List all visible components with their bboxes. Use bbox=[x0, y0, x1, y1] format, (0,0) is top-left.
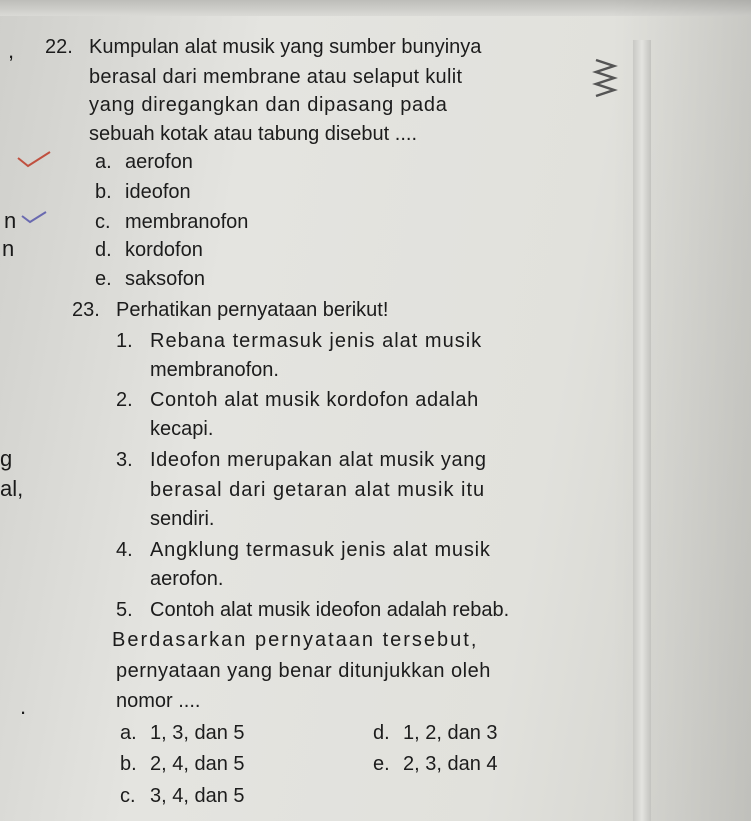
margin-mark-6: . bbox=[20, 694, 27, 719]
statement-number: 3. bbox=[116, 449, 133, 471]
option-text: membranofon bbox=[125, 211, 249, 233]
question-text-line: pernyataan yang benar ditunjukkan oleh bbox=[116, 660, 491, 682]
question-number: 22. bbox=[45, 36, 73, 58]
statement-number: 4. bbox=[116, 539, 133, 561]
question-text-line: yang diregangkan dan dipasang pada bbox=[89, 94, 448, 116]
book-binding bbox=[633, 40, 651, 821]
option-letter: e. bbox=[373, 753, 390, 775]
option-text: 1, 2, dan 3 bbox=[403, 722, 498, 744]
question-text-line: Kumpulan alat musik yang sumber bunyinya bbox=[89, 36, 482, 58]
statement-text: Ideofon merupakan alat musik yang bbox=[150, 449, 487, 471]
option-letter: b. bbox=[95, 181, 112, 203]
question-text-line: sebuah kotak atau tabung disebut .... bbox=[89, 123, 418, 145]
option-letter: c. bbox=[95, 211, 111, 233]
check-mark-icon bbox=[14, 150, 54, 172]
option-text: 1, 3, dan 5 bbox=[150, 722, 245, 744]
statement-text: kecapi. bbox=[150, 418, 214, 440]
option-text: saksofon bbox=[125, 268, 206, 290]
option-text: kordofon bbox=[125, 239, 203, 261]
margin-mark-1: , bbox=[8, 38, 15, 63]
option-letter: e. bbox=[95, 268, 112, 290]
statement-text: Angklung termasuk jenis alat musik bbox=[150, 539, 491, 561]
page-shadow bbox=[611, 0, 751, 821]
margin-mark-4: g bbox=[0, 446, 13, 471]
statement-text: Contoh alat musik kordofon adalah bbox=[150, 389, 479, 411]
option-letter: d. bbox=[95, 239, 112, 261]
statement-number: 5. bbox=[116, 599, 133, 621]
option-text: 2, 3, dan 4 bbox=[403, 753, 498, 775]
option-letter: b. bbox=[120, 753, 137, 775]
margin-mark-3: n bbox=[2, 236, 15, 261]
statement-number: 1. bbox=[116, 330, 133, 352]
statement-text: Rebana termasuk jenis alat musik bbox=[150, 330, 483, 352]
check-mark-icon bbox=[20, 208, 50, 228]
question-text-line: nomor .... bbox=[116, 690, 201, 712]
option-letter: a. bbox=[95, 151, 112, 173]
option-letter: c. bbox=[120, 785, 136, 807]
margin-mark-2: n bbox=[4, 208, 17, 233]
binding-spiral-icon bbox=[592, 56, 622, 116]
question-number: 23. bbox=[72, 299, 100, 321]
option-text: 2, 4, dan 5 bbox=[150, 753, 245, 775]
option-letter: a. bbox=[120, 722, 137, 744]
statement-text: Contoh alat musik ideofon adalah rebab. bbox=[150, 599, 510, 621]
option-text: 3, 4, dan 5 bbox=[150, 785, 245, 807]
question-intro: Perhatikan pernyataan berikut! bbox=[116, 299, 389, 321]
statement-number: 2. bbox=[116, 389, 133, 411]
statement-text: aerofon. bbox=[150, 568, 224, 590]
option-text: ideofon bbox=[125, 181, 191, 203]
margin-mark-5: al, bbox=[0, 476, 24, 501]
statement-text: berasal dari getaran alat musik itu bbox=[150, 479, 486, 501]
statement-text: sendiri. bbox=[150, 508, 215, 530]
statement-text: membranofon. bbox=[150, 359, 279, 381]
question-text-line: berasal dari membrane atau selaput kulit bbox=[89, 66, 463, 88]
option-text: aerofon bbox=[125, 151, 193, 173]
question-text-line: Berdasarkan pernyataan tersebut, bbox=[112, 629, 479, 651]
option-letter: d. bbox=[373, 722, 390, 744]
